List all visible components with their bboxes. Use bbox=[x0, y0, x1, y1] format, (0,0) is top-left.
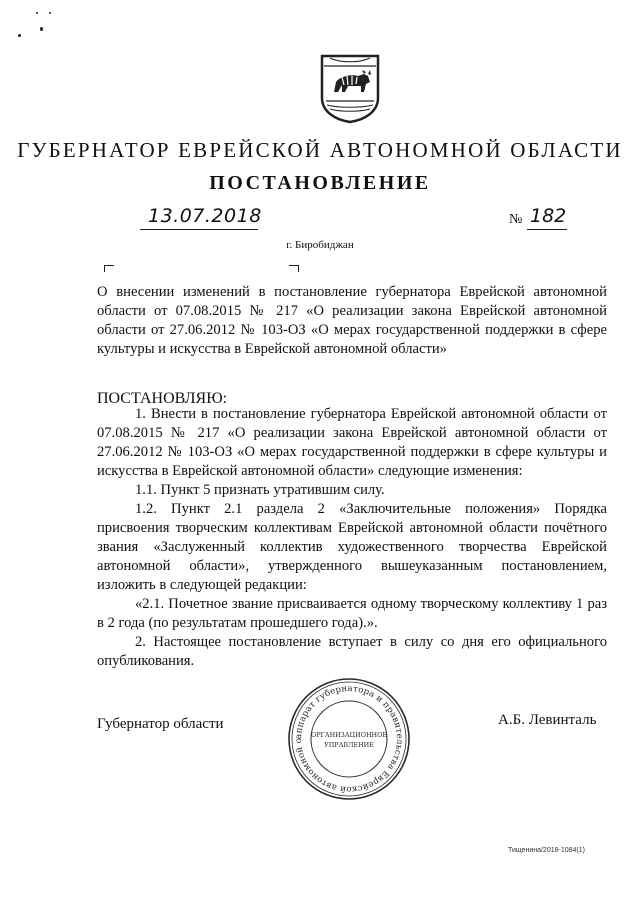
signatory-name: А.Б. Левинталь bbox=[498, 712, 597, 728]
document-registry-code: Тищенина/2018-1084(1) bbox=[508, 847, 585, 854]
stamp-center-line2: УПРАВЛЕНИЕ bbox=[324, 741, 374, 749]
paragraph: 1.2. Пункт 2.1 раздела 2 «Заключительные положения» Порядка присвоения творческим коллективам Еврейской автономной области почётного звания «Заслуженный коллектив художественного творчества Еврейской автономной области», утвержденного вышеуказанным постановлением, изложить в следующей редакции: bbox=[97, 501, 607, 593]
paragraph: 1. Внести в постановление губернатора Еврейской автономной области от 07.08.2015 № 217 «О реализации закона Еврейской автономной области от 27.06.2012 № 103-ОЗ «О мерах государственной поддержки в сфере культуры и искусства в Еврейской автономной области» следующие изменения: bbox=[97, 406, 607, 479]
number-underline bbox=[527, 229, 567, 230]
official-stamp bbox=[286, 676, 412, 802]
decree-word: ПОСТАНОВЛЯЮ: bbox=[97, 390, 228, 407]
stamp-ring-text: аппарат губернатора и правительства Еврейской автономной о bbox=[293, 683, 405, 795]
document-body bbox=[97, 405, 607, 671]
coat-of-arms-emblem bbox=[318, 52, 382, 124]
paragraph: 1.1. Пункт 5 признать утратившим силу. bbox=[135, 482, 385, 498]
document-date: 13.07.2018 bbox=[148, 205, 262, 227]
scan-speck bbox=[18, 34, 21, 37]
city-of-issue: г. Биробиджан bbox=[286, 239, 354, 251]
issuing-authority: ГУБЕРНАТОР ЕВРЕЙСКОЙ АВТОНОМНОЙ ОБЛАСТИ bbox=[17, 138, 623, 162]
document-subject: О внесении изменений в постановление губернатора Еврейской автономной области от 07.08.2015 № 217 «О реализации закона Еврейской автономной области от 27.06.2012 № 103-ОЗ «О мерах государственной поддержки в сфере культуры и искусства в Еврейской автономной области» bbox=[97, 284, 607, 357]
paragraph: 2. Настоящее постановление вступает в силу со дня его официального опубликования. bbox=[97, 634, 607, 669]
signatory-title: Губернатор области bbox=[97, 716, 224, 732]
scan-speck bbox=[40, 27, 43, 31]
subject-bracket-right bbox=[289, 265, 299, 272]
document-type-title: ПОСТАНОВЛЕНИЕ bbox=[209, 172, 431, 194]
date-underline bbox=[140, 229, 258, 230]
scan-speck bbox=[49, 12, 51, 14]
scan-speck bbox=[36, 12, 38, 14]
paragraph: «2.1. Почетное звание присваивается одному творческому коллективу 1 раз в 2 года (по результатам прошедшего года).». bbox=[97, 596, 607, 631]
number-label: № bbox=[509, 212, 523, 227]
subject-bracket-left bbox=[104, 265, 114, 272]
document-number: 182 bbox=[530, 205, 567, 227]
stamp-center-line1: ОРГАНИЗАЦИОННОЕ bbox=[310, 731, 388, 739]
